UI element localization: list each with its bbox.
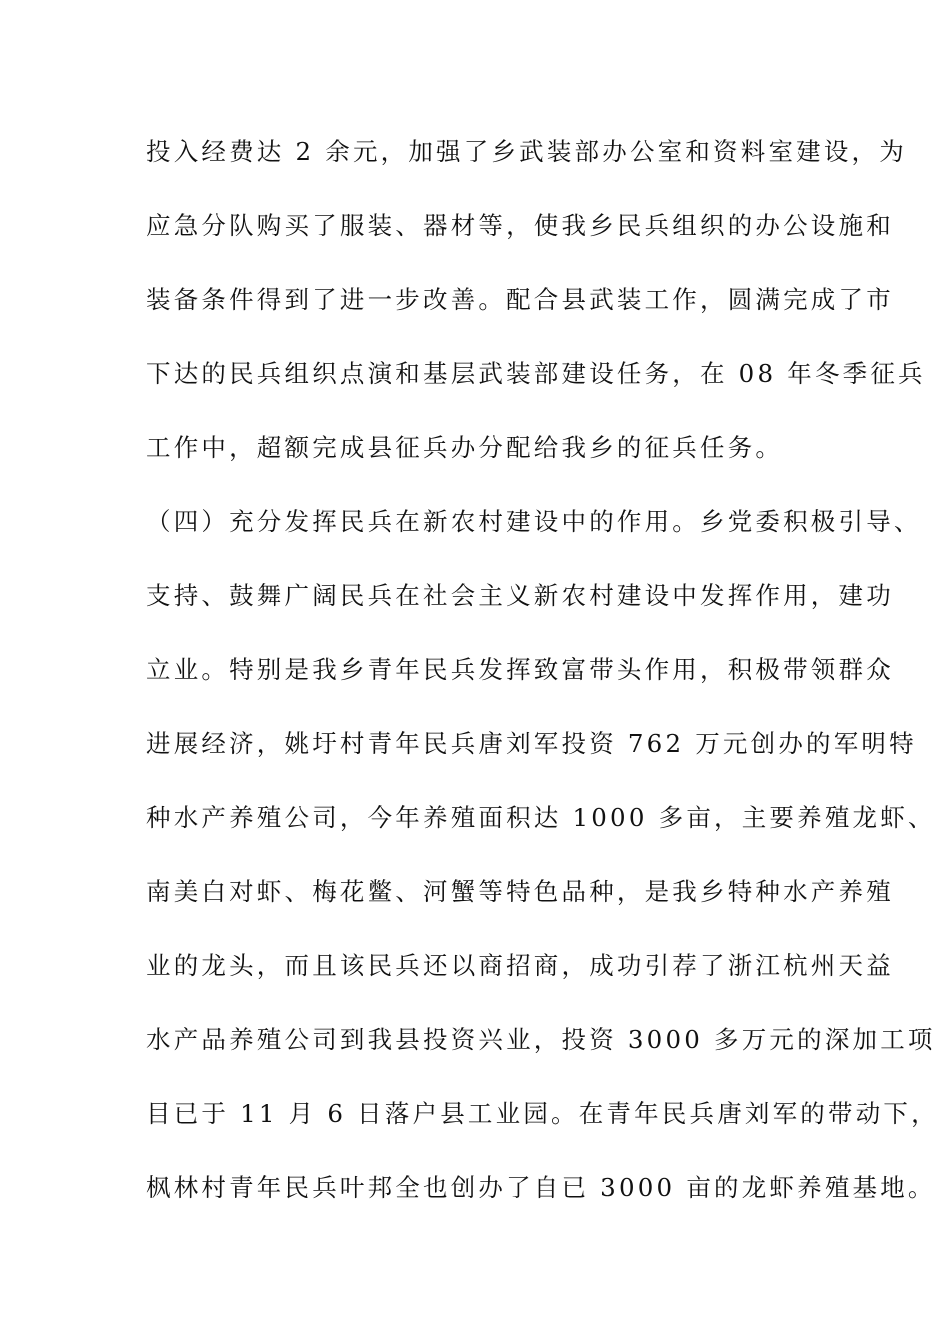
text-line: 种水产养殖公司，今年养殖面积达 1000 多亩，主要养殖龙虾、 <box>146 803 936 832</box>
text-line: 进展经济，姚圩村青年民兵唐刘军投资 762 万元创办的军明特 <box>146 729 917 758</box>
text-line: 水产品养殖公司到我县投资兴业，投资 3000 多万元的深加工项 <box>146 1025 936 1054</box>
text-line: 下达的民兵组织点演和基层武装部建设任务，在 08 年冬季征兵 <box>146 359 926 388</box>
text-line: 目已于 11 月 6 日落户县工业园。在青年民兵唐刘军的带动下， <box>146 1099 939 1128</box>
text-line: 南美白对虾、梅花鳖、河蟹等特色品种，是我乡特种水产养殖 <box>146 877 894 906</box>
text-line: 业的龙头，而且该民兵还以商招商，成功引荐了浙江杭州天益 <box>146 951 894 980</box>
text-line: 工作中，超额完成县征兵办分配给我乡的征兵任务。 <box>146 433 784 462</box>
text-line: 枫林村青年民兵叶邦全也创办了自已 3000 亩的龙虾养殖基地。 <box>146 1173 936 1202</box>
text-line: 投入经费达 2 余元，加强了乡武装部办公室和资料室建设，为 <box>146 137 907 166</box>
text-line: 应急分队购买了服装、器材等，使我乡民兵组织的办公设施和 <box>146 211 894 240</box>
text-line: 装备条件得到了进一步改善。配合县武装工作，圆满完成了市 <box>146 285 894 314</box>
text-line: 立业。特别是我乡青年民兵发挥致富带头作用，积极带领群众 <box>146 655 894 684</box>
section-heading-line: （四）充分发挥民兵在新农村建设中的作用。乡党委积极引导、 <box>146 507 922 536</box>
text-line: 支持、鼓舞广阔民兵在社会主义新农村建设中发挥作用，建功 <box>146 581 894 610</box>
